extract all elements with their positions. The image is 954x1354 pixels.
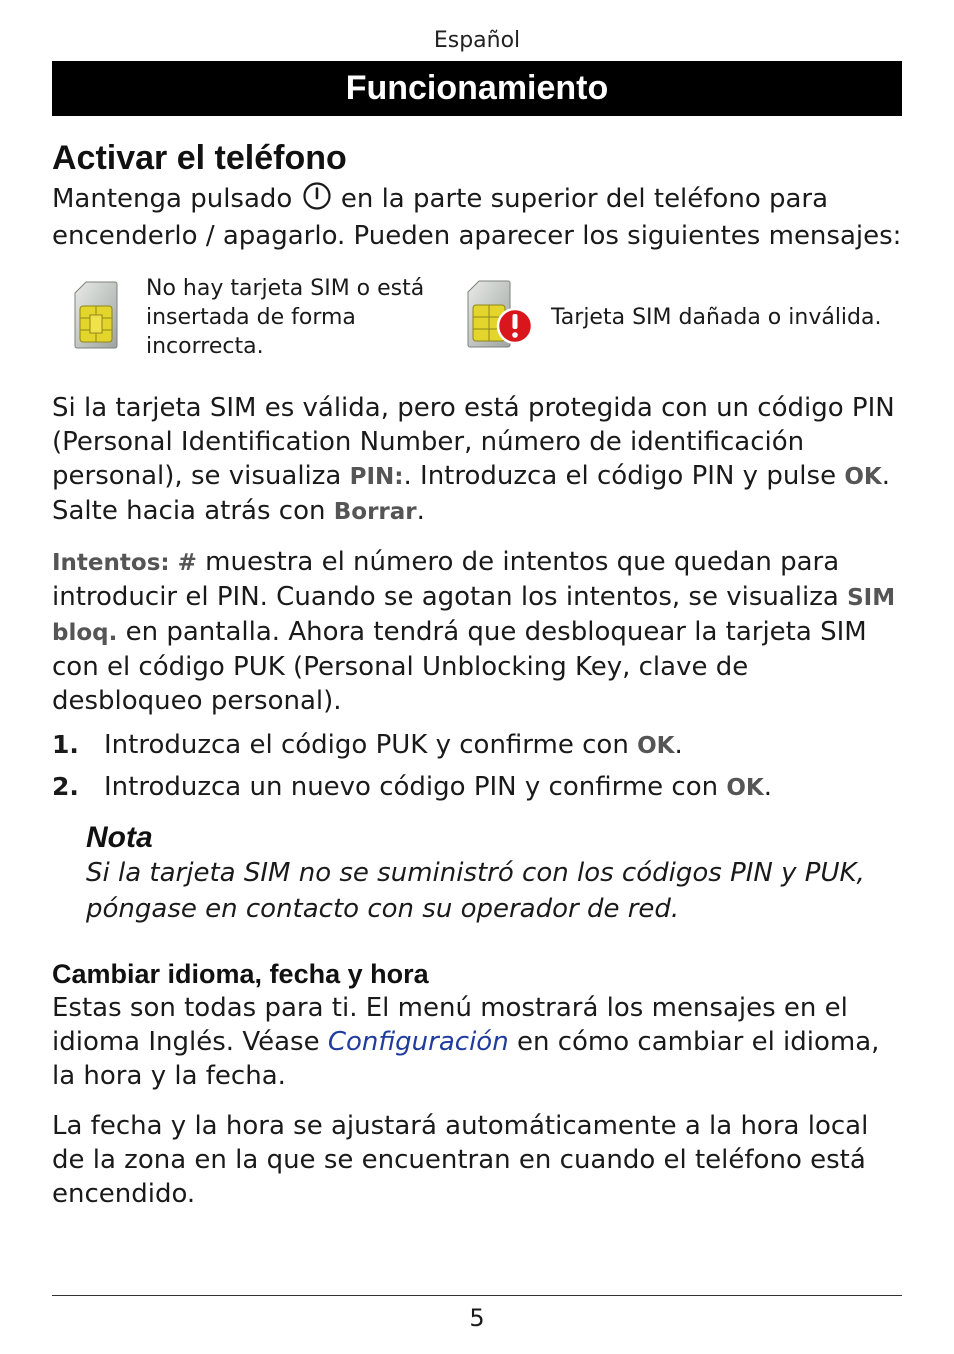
language-text: en cómo cambiar el idioma, la hora y la fecha. — [52, 1027, 880, 1091]
step-end: . — [763, 772, 773, 802]
note-title: Nota — [86, 821, 153, 854]
header-language: Español — [433, 28, 521, 53]
sim-message-text: No hay tarjeta SIM o está insertada de forma incorrecta. — [146, 275, 425, 359]
pin-text: . Salte hacia atrás con — [52, 461, 890, 526]
ui-label-intentos: Intentos: # — [52, 550, 197, 576]
sim-message-text: Tarjeta SIM dañada o inválida. — [551, 304, 882, 330]
page-content — [52, 134, 902, 1211]
ui-label-ok: OK — [844, 464, 882, 490]
footer-divider — [52, 1295, 902, 1296]
attempts-text: en pantalla. Ahora tendrá que desbloquear la tarjeta SIM con el código PUK (Personal Unblocking Key, clave de desbloqueo personal). — [52, 617, 867, 716]
ui-label-borrar: Borrar — [333, 499, 417, 525]
attempts-paragraph — [52, 545, 902, 718]
step-number: 1. — [52, 730, 79, 759]
pin-paragraph — [52, 391, 902, 529]
datetime-paragraph: La fecha y la hora se ajustará automáticamente a la hora local de la zona en la que se encuentran en cuando el teléfono está encendido. — [52, 1111, 869, 1209]
intro-text-after: en la parte superior del teléfono para encenderlo / apagarlo. Pueden aparecer los siguientes mensajes: — [52, 184, 902, 251]
list-item — [52, 728, 902, 763]
step-text — [104, 770, 772, 805]
sim-card-icon — [74, 281, 118, 353]
steps-list — [52, 728, 902, 805]
section-banner: Funcionamiento — [52, 61, 902, 116]
sim-card-error-icon — [467, 280, 537, 354]
intro-text-before: Mantenga pulsado — [52, 184, 301, 214]
ui-label-pin: PIN: — [349, 464, 404, 490]
configuracion-link[interactable]: Configuración — [327, 1027, 509, 1057]
section-heading: Activar el teléfono — [52, 139, 347, 177]
sim-messages — [52, 267, 902, 367]
step-end: . — [674, 730, 683, 760]
pin-text: Si la tarjeta SIM es válida, pero está protegida con un código PIN (Personal Identification Number, número de identificación personal), se visualiza — [52, 393, 895, 491]
step-text — [104, 728, 683, 763]
subsection-heading: Cambiar idioma, fecha y hora — [52, 959, 429, 989]
sim-message-item — [52, 274, 467, 361]
pin-text: . — [416, 496, 425, 526]
attempts-text: muestra el número de intentos que quedan para introducir el PIN. Cuando se agotan los intentos, se visualiza — [52, 547, 848, 612]
sim-message-item — [467, 280, 881, 354]
list-item — [52, 770, 902, 805]
pin-text: . Introduzca el código PIN y pulse — [403, 461, 845, 491]
ui-label-ok: OK — [726, 775, 764, 801]
language-paragraph — [52, 991, 902, 1093]
step-body: Introduzca un nuevo código PIN y confirme con — [104, 772, 727, 802]
language-text: Estas son todas para ti. El menú mostrará los mensajes en el idioma Inglés. Véase — [52, 993, 848, 1057]
ui-label-sim-bloq: SIM bloq. — [52, 585, 896, 646]
note-box — [86, 821, 902, 927]
page-number: 5 — [469, 1304, 485, 1332]
power-icon — [303, 182, 331, 219]
step-number: 2. — [52, 772, 79, 801]
note-body: Si la tarjeta SIM no se suministró con los códigos PIN y PUK, póngase en contacto con su operador de red. — [86, 858, 865, 924]
step-body: Introduzca el código PUK y confirme con — [104, 730, 638, 760]
ui-label-ok: OK — [637, 733, 675, 759]
activate-intro — [52, 182, 902, 253]
